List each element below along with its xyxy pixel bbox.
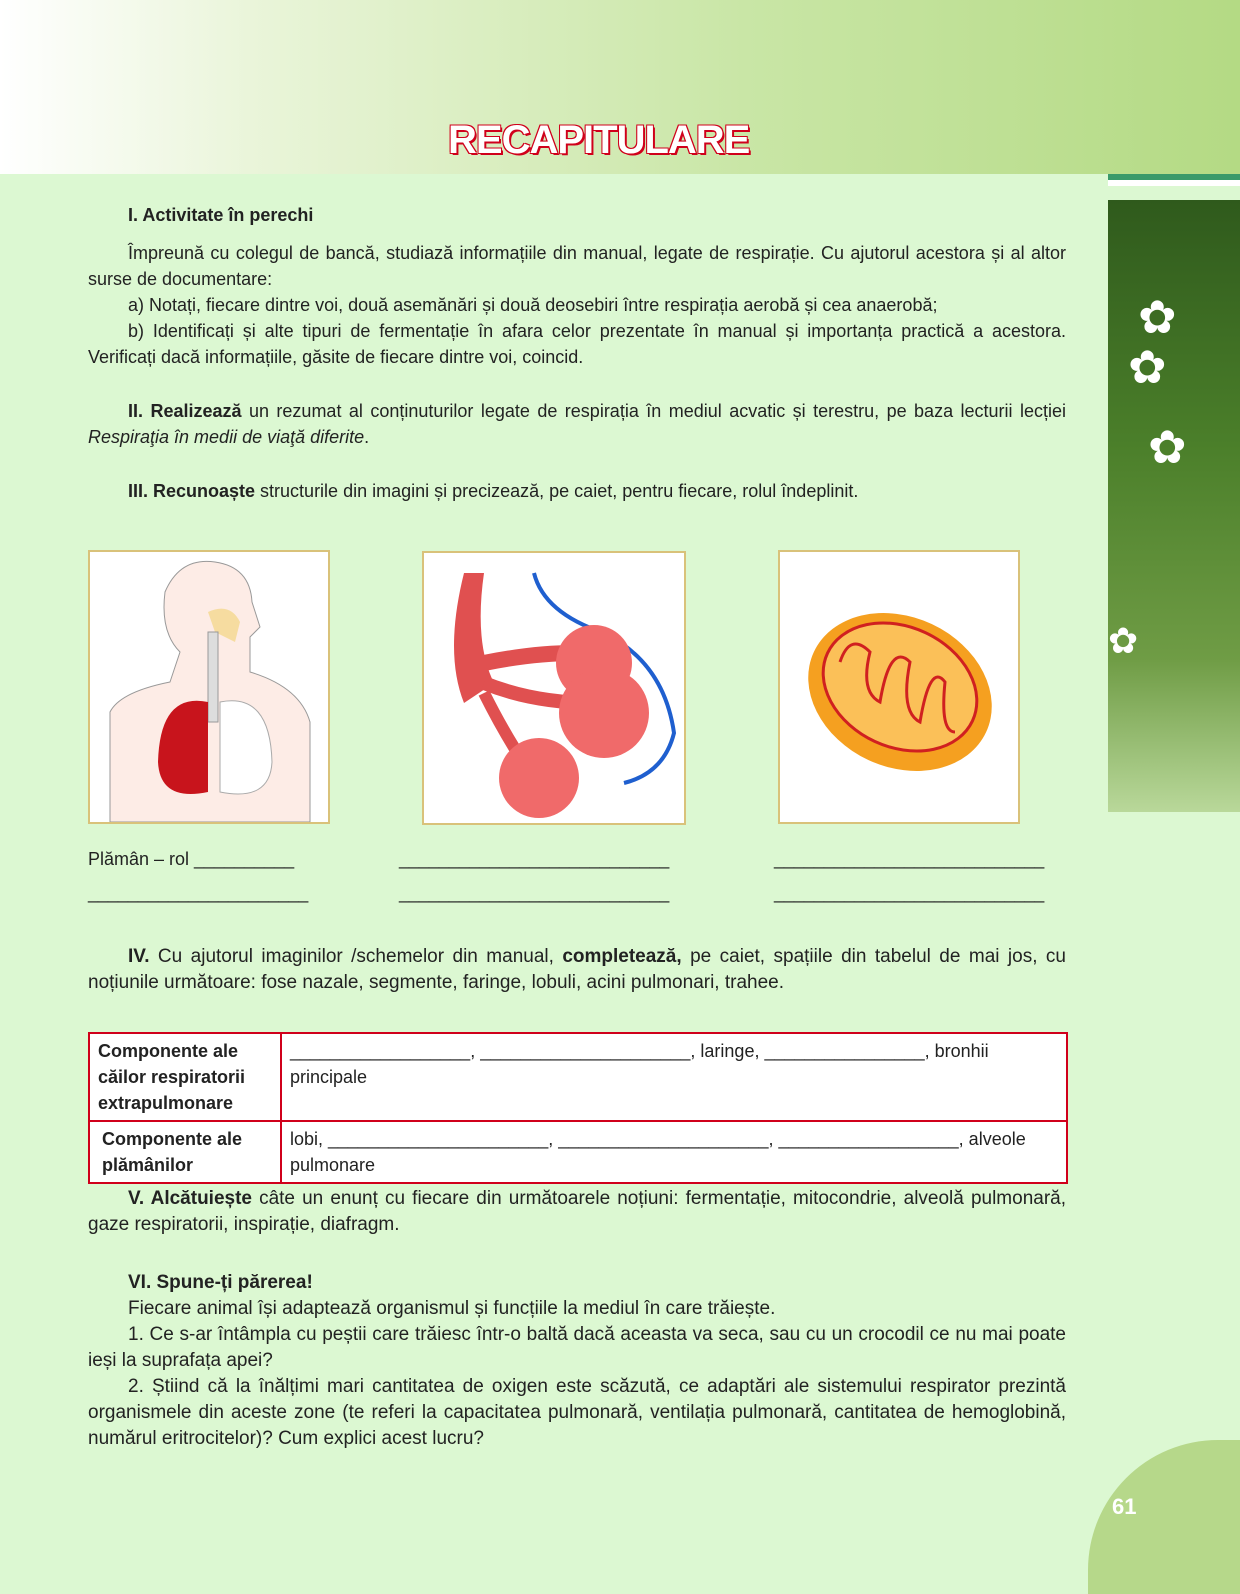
question-1: 1. Ce s-ar întâmpla cu peștii care trăiesc într-o baltă dacă aceasta va seca, sau cu un crocodil ce nu mai poate ieși la suprafața apei? [88,1324,1066,1371]
section-4-bold-2: completează, [562,946,682,967]
section-5 [88,1186,1066,1238]
caption-1 [88,842,308,910]
page-number: 61 [1112,1494,1137,1519]
section-1-a: a) Notați, fiecare dintre voi, două asemănări și două deosebiri între respirația aerobă și cea anaerobă; [128,295,938,315]
caption-3 [774,842,1044,910]
section-4-bold: IV. [128,946,150,967]
row-header: Componente ale căilor respiratorii extrapulmonare [89,1033,281,1121]
caption-2 [399,842,669,910]
section-4 [88,944,1066,996]
section-1 [88,202,1066,370]
section-1-heading: I. Activitate în perechi [128,205,314,225]
row-content: __________________, _____________________, laringe, ________________, bronhii principale [281,1033,1067,1121]
section-4-text: Cu ajutorul imaginilor /schemelor din manual, [149,946,563,967]
section-2-text: un rezumat al conținuturilor legate de respirația în mediul acvatic și terestru, pe baza lecturii lecției [241,401,1067,421]
decorative-stripe [1108,180,1240,186]
page-number-badge [1088,1440,1240,1594]
section-3-text: structurile din imagini și precizează, pe caiet, pentru fiecare, rolul îndeplinit. [255,481,859,501]
section-4-text-2: pe caiet, spațiile din tabelul de mai jos, cu noțiunile următoare: fose nazale, segmente, faringe, lobuli, acini pulmonari, trahee. [88,946,1066,993]
caption-3-line-2: ___________________________ [774,883,1045,903]
table-row [89,1121,1067,1183]
caption-1-line-1: Plămân – rol __________ [88,849,295,869]
section-5-text: câte un enunț cu fiecare din următoarele noțiuni: fermentație, mitocondrie, alveolă pulmonară, gaze respiratorii, inspirație, diafragm. [88,1188,1066,1235]
flower-photo: ✿ ✿ ✿ ✿ [1108,200,1240,812]
section-1-intro: Împreună cu colegul de bancă, studiază informațiile din manual, legate de respirație. Cu ajutorul acestora și al altor surse de documentare: [88,243,1066,289]
section-2-bold: II. Realizează [128,401,242,421]
caption-1-line-2: ______________________ [88,883,309,903]
figure-mitochondrion [778,550,1020,824]
caption-2-line-2: ___________________________ [399,883,670,903]
section-2 [88,398,1066,450]
figure-alveoli [422,551,686,825]
fill-in-table [88,1032,1068,1184]
section-5-bold: V. Alcătuiește [128,1188,252,1209]
section-3-bold: III. Recunoaște [128,481,256,501]
caption-2-line-1: ___________________________ [399,849,670,869]
caption-3-line-1: ___________________________ [774,849,1045,869]
section-2-end: . [364,427,370,447]
figure-respiratory-system [88,550,330,824]
section-3 [88,478,1066,504]
section-1-b: b) Identificați și alte tipuri de fermentație în afara celor prezentate în manual și importanța practică a acestora. Verificați dacă informațiile, găsite de fiecare dintre voi, coincid. [88,321,1066,367]
question-2: 2. Știind că la înălțimi mari cantitatea de oxigen este scăzută, ce adaptări ale sistemului respirator prezintă organismele din aceste zone (te referi la capacitatea pulmonară, ventilația pulmonară, cantitatea de hemoglobină, numărul eritrocitelor)? Cum explici acest lucru? [88,1376,1066,1449]
section-6-heading: VI. Spune-ți părerea! [128,1272,313,1293]
lesson-title: Respiraţia în medii de viaţă diferite [88,427,365,447]
row-content: lobi, ______________________, _____________________, __________________, alveole pulmonare [281,1121,1067,1183]
row-header: Componente ale plămânilor [89,1121,281,1183]
section-6-intro: Fiecare animal își adaptează organismul și funcțiile la mediul în care trăiește. [128,1298,776,1319]
table-row [89,1033,1067,1121]
page-title: RECAPITULARE [448,118,750,162]
section-6 [88,1270,1066,1452]
